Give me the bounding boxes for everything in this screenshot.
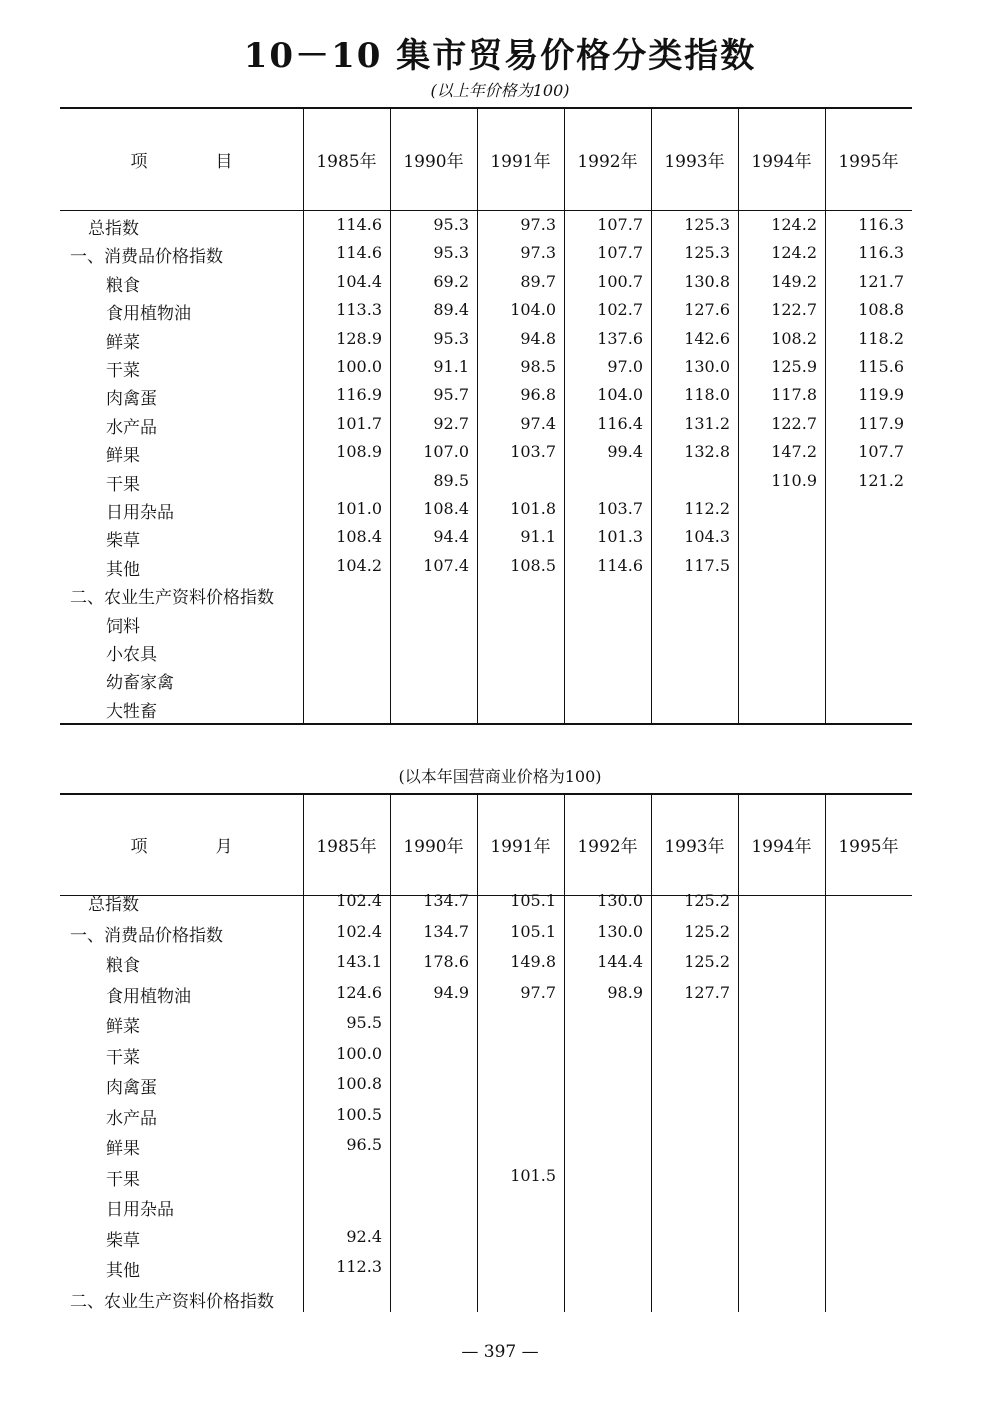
column-divider — [651, 793, 652, 1312]
table-cell: 127.7 — [684, 982, 730, 1002]
table-cell: 143.1 — [336, 952, 382, 971]
table-cell: 125.9 — [771, 357, 817, 376]
row-label: 小农具 — [106, 645, 157, 665]
table-cell: 101.3 — [597, 527, 643, 547]
row-label: 日用杂品 — [106, 503, 174, 523]
table-cell: 142.6 — [684, 328, 730, 348]
table-cell: 108.4 — [423, 499, 469, 518]
header-rule — [60, 210, 912, 211]
table-cell: 130.0 — [597, 921, 643, 941]
row-label: 二、农业生产资料价格指数 — [70, 1291, 274, 1312]
table-cell: 92.4 — [346, 1226, 382, 1246]
table-cell: 104.3 — [684, 527, 730, 547]
table-cell: 124.6 — [336, 982, 382, 1002]
table-cell: 96.5 — [346, 1135, 382, 1154]
table-cell: 89.7 — [520, 271, 556, 291]
table-cell: 108.9 — [336, 442, 382, 462]
table-cell: 116.3 — [858, 243, 904, 263]
table-cell: 95.3 — [433, 243, 469, 263]
row-label: 食用植物油 — [106, 986, 191, 1007]
year-column-header: 1993年 — [664, 151, 725, 172]
year-column-header: 1994年 — [751, 151, 812, 172]
table-cell: 134.7 — [423, 891, 469, 910]
table-cell: 89.4 — [433, 300, 469, 320]
row-label: 其他 — [106, 559, 140, 580]
row-label: 饲料 — [106, 616, 140, 637]
table-cell: 131.2 — [684, 413, 730, 433]
table-cell: 105.1 — [510, 891, 556, 910]
table-cell: 178.6 — [423, 952, 469, 971]
row-label: 粮食 — [106, 275, 140, 296]
row-label: 幼畜家禽 — [106, 673, 174, 694]
table-cell: 104.0 — [597, 385, 643, 405]
page-title: 10－10 集市贸易价格分类指数 — [243, 36, 757, 76]
table-cell: 117.8 — [771, 385, 817, 405]
table-cell: 125.3 — [684, 243, 730, 263]
row-label: 粮食 — [106, 956, 140, 976]
table-cell: 103.7 — [510, 442, 556, 462]
table-cell: 125.2 — [684, 952, 730, 971]
row-label: 鲜菜 — [106, 1017, 140, 1037]
table-cell: 108.4 — [336, 527, 382, 547]
table-cell: 91.1 — [433, 357, 469, 376]
table-cell: 115.6 — [858, 357, 904, 376]
table-cell: 94.4 — [433, 527, 469, 547]
page-number: — 397 — — [461, 1342, 539, 1362]
table-cell: 147.2 — [771, 442, 817, 462]
row-label: 总指数 — [88, 219, 139, 239]
table-cell: 102.4 — [336, 921, 382, 941]
year-column-header: 1994年 — [751, 837, 812, 857]
table-cell: 116.9 — [336, 385, 382, 405]
table-cell: 127.6 — [684, 300, 730, 320]
table-cell: 100.5 — [336, 1104, 382, 1124]
top-rule — [60, 793, 912, 795]
table2 — [60, 793, 912, 1312]
row-label: 一、消费品价格指数 — [70, 247, 223, 268]
table-cell: 116.3 — [858, 215, 904, 234]
table-cell: 96.8 — [520, 385, 556, 405]
table-cell: 112.2 — [684, 499, 730, 518]
table-cell: 108.8 — [858, 300, 904, 320]
column-divider — [825, 793, 826, 1312]
table-cell: 122.7 — [771, 300, 817, 320]
top-rule — [60, 107, 912, 109]
year-column-header: 1992年 — [577, 151, 638, 172]
row-label: 鲜果 — [106, 1139, 140, 1159]
table-cell: 130.0 — [597, 891, 643, 910]
row-label: 大牲畜 — [106, 701, 157, 722]
row-label: 干果 — [106, 474, 140, 495]
table-cell: 116.4 — [597, 413, 643, 433]
table-cell: 125.2 — [684, 921, 730, 941]
table-cell: 94.8 — [520, 328, 556, 348]
table-cell: 95.3 — [433, 215, 469, 234]
year-column-header: 1990年 — [403, 837, 464, 857]
column-divider — [477, 793, 478, 1312]
table-cell: 104.4 — [336, 271, 382, 291]
row-label: 鲜菜 — [106, 332, 140, 353]
row-label: 一、消费品价格指数 — [70, 925, 223, 946]
row-label: 总指数 — [88, 895, 139, 915]
item-column-header: 项 月 — [130, 837, 233, 857]
row-label: 柴草 — [106, 531, 140, 552]
table-cell: 102.4 — [336, 891, 382, 910]
table-cell: 100.0 — [336, 1043, 382, 1063]
table-cell: 97.4 — [520, 413, 556, 433]
table-cell: 69.2 — [433, 271, 469, 291]
table-cell: 101.7 — [336, 413, 382, 433]
table-cell: 97.7 — [520, 982, 556, 1002]
table2-subtitle: (以本年国营商业价格为100) — [398, 767, 602, 786]
row-label: 干果 — [106, 1169, 140, 1190]
table-cell: 108.2 — [771, 328, 817, 348]
column-divider — [564, 793, 565, 1312]
row-label: 日用杂品 — [106, 1200, 174, 1220]
year-column-header: 1985年 — [316, 837, 377, 857]
table-cell: 97.0 — [607, 357, 643, 376]
table-cell: 117.9 — [858, 413, 904, 433]
table-cell: 95.5 — [346, 1013, 382, 1032]
table-cell: 114.6 — [336, 215, 382, 234]
table-cell: 104.2 — [336, 555, 382, 575]
table-cell: 114.6 — [336, 243, 382, 263]
table-cell: 89.5 — [433, 470, 469, 490]
table-cell: 119.9 — [858, 385, 904, 405]
row-label: 食用植物油 — [106, 304, 191, 325]
table-cell: 102.7 — [597, 300, 643, 320]
table-cell: 103.7 — [597, 499, 643, 518]
table-cell: 132.8 — [684, 442, 730, 462]
year-column-header: 1993年 — [664, 837, 725, 857]
table-cell: 144.4 — [597, 952, 643, 971]
table-cell: 112.3 — [336, 1257, 382, 1276]
table-cell: 95.3 — [433, 328, 469, 348]
year-column-header: 1992年 — [577, 837, 638, 857]
year-column-header: 1991年 — [490, 151, 551, 172]
table-cell: 98.9 — [607, 982, 643, 1002]
table-cell: 130.0 — [684, 357, 730, 376]
year-column-header: 1990年 — [403, 151, 464, 172]
row-label: 肉禽蛋 — [106, 389, 157, 410]
table-cell: 99.4 — [607, 442, 643, 462]
item-column-header: 项 目 — [130, 151, 233, 172]
year-column-header: 1991年 — [490, 837, 551, 857]
table-cell: 97.3 — [520, 243, 556, 263]
table-cell: 134.7 — [423, 921, 469, 941]
table-cell: 107.7 — [858, 442, 904, 462]
column-divider — [390, 793, 391, 1312]
year-column-header: 1995年 — [838, 151, 899, 172]
table-cell: 91.1 — [520, 527, 556, 547]
table-cell: 101.5 — [510, 1165, 556, 1185]
table-cell: 92.7 — [433, 413, 469, 433]
table-cell: 125.2 — [684, 891, 730, 910]
table-cell: 98.5 — [520, 357, 556, 376]
row-label: 其他 — [106, 1261, 140, 1281]
table-cell: 124.2 — [771, 215, 817, 234]
table-cell: 121.2 — [858, 470, 904, 490]
bottom-rule — [60, 723, 912, 725]
table-cell: 130.8 — [684, 271, 730, 291]
table-cell: 100.0 — [336, 357, 382, 376]
table-cell: 108.5 — [510, 555, 556, 575]
table-cell: 137.6 — [597, 328, 643, 348]
row-label: 鲜果 — [106, 446, 140, 467]
table-cell: 114.6 — [597, 555, 643, 575]
table-cell: 100.7 — [597, 271, 643, 291]
table-cell: 97.3 — [520, 215, 556, 234]
table-cell: 100.8 — [336, 1074, 382, 1093]
table-cell: 101.0 — [336, 499, 382, 518]
table-cell: 101.8 — [510, 499, 556, 518]
table-cell: 107.7 — [597, 215, 643, 234]
table-cell: 107.7 — [597, 243, 643, 263]
table-cell: 121.7 — [858, 271, 904, 291]
column-divider — [738, 793, 739, 1312]
table-cell: 124.2 — [771, 243, 817, 263]
table-cell: 122.7 — [771, 413, 817, 433]
table-cell: 107.4 — [423, 555, 469, 575]
row-label: 水产品 — [106, 1108, 157, 1129]
row-label: 柴草 — [106, 1230, 140, 1251]
row-label: 肉禽蛋 — [106, 1078, 157, 1098]
year-column-header: 1995年 — [838, 837, 899, 857]
row-label: 二、农业生产资料价格指数 — [70, 588, 274, 609]
table-cell: 128.9 — [336, 328, 382, 348]
row-label: 干菜 — [106, 1047, 140, 1068]
table-cell: 104.0 — [510, 300, 556, 320]
row-label: 干菜 — [106, 361, 140, 381]
table-cell: 105.1 — [510, 921, 556, 941]
table-cell: 113.3 — [336, 300, 382, 320]
table-cell: 94.9 — [433, 982, 469, 1002]
table-cell: 118.0 — [684, 385, 730, 405]
table-cell: 118.2 — [858, 328, 904, 348]
table-cell: 149.8 — [510, 952, 556, 971]
table-cell: 110.9 — [771, 470, 817, 490]
table-cell: 125.3 — [684, 215, 730, 234]
table-cell: 107.0 — [423, 442, 469, 462]
row-label: 水产品 — [106, 417, 157, 438]
table-cell: 149.2 — [771, 271, 817, 291]
year-column-header: 1985年 — [316, 151, 377, 172]
table-cell: 117.5 — [684, 555, 730, 575]
table-cell: 95.7 — [433, 385, 469, 405]
table1-subtitle: (以上年价格为100) — [430, 81, 570, 100]
table1 — [60, 107, 912, 723]
